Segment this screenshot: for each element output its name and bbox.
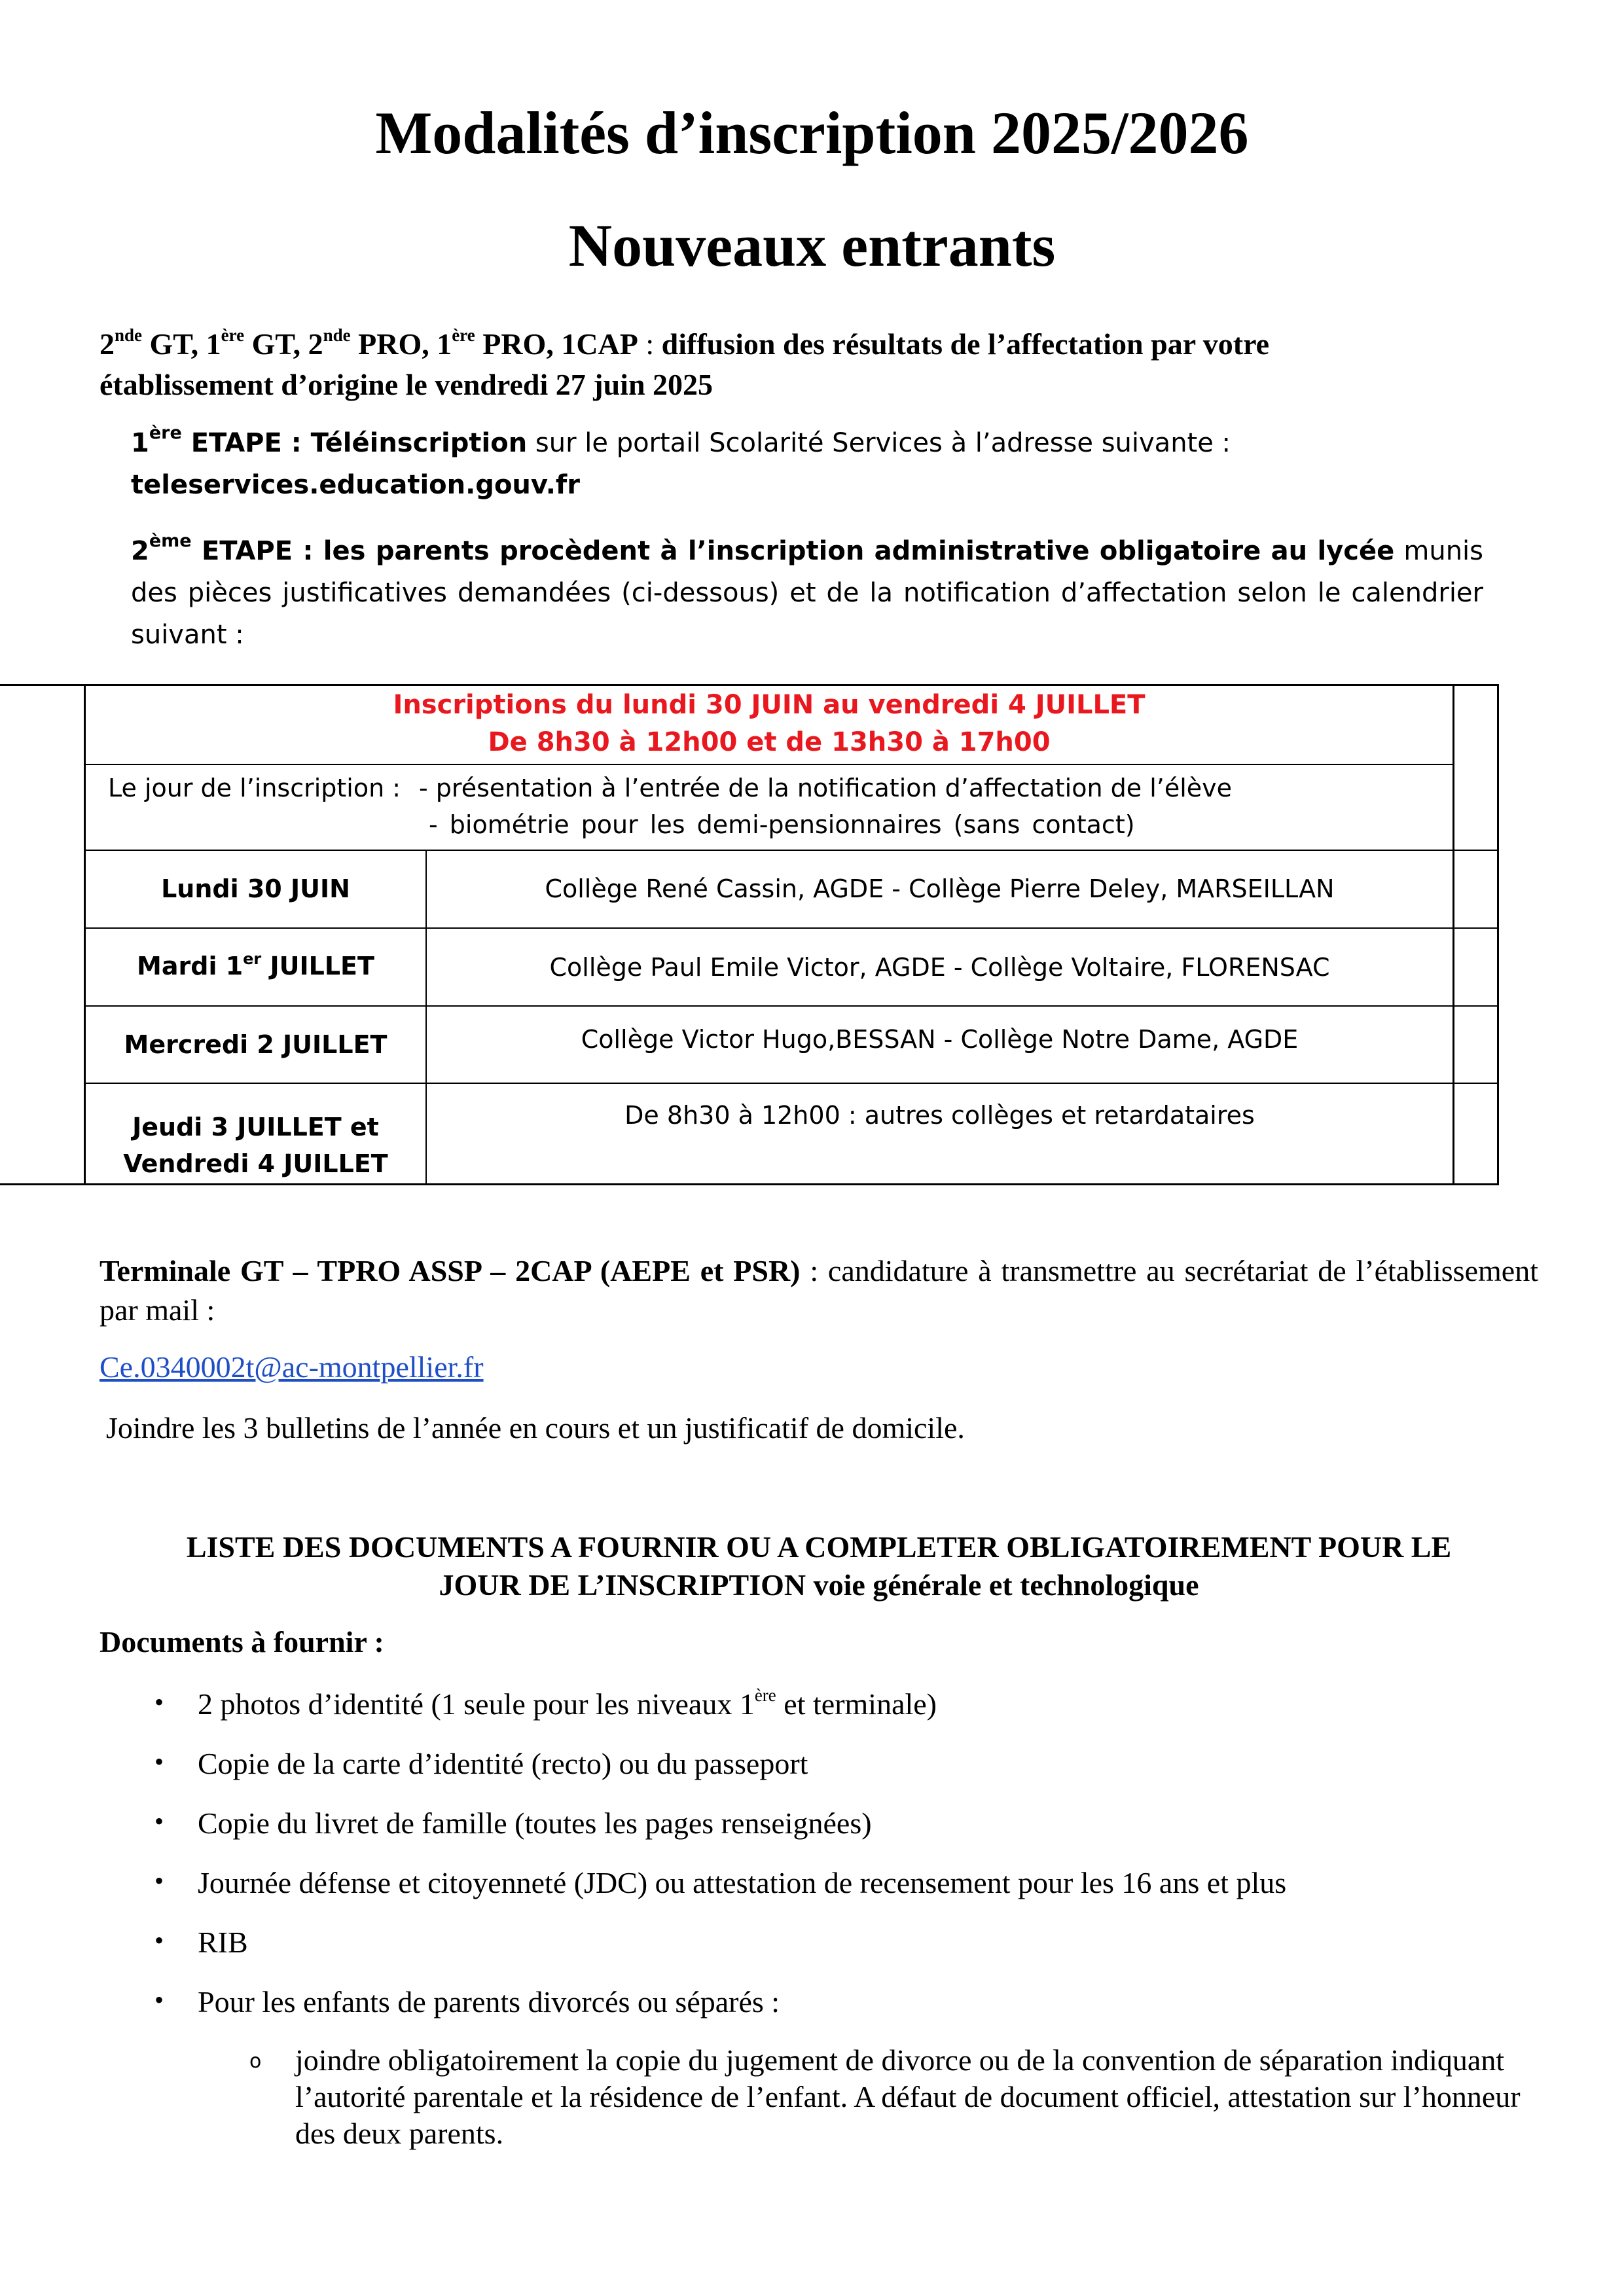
table-header-dates: Inscriptions du lundi 30 JUIN au vendredi 4 JUILLET	[393, 690, 1146, 720]
table-info-2: - biométrie pour les demi-pensionnaires (sans contact)	[429, 810, 1135, 839]
etape-1: 1ère ETAPE : Téléinscription sur le portail Scolarité Services à l’adresse suivante : teleservices.education.gouv.fr	[131, 423, 1231, 500]
table-row-detail: Collège René Cassin, AGDE - Collège Pierre Deley, MARSEILLAN	[545, 874, 1335, 903]
teleservices-url: teleservices.education.gouv.fr	[131, 470, 581, 500]
table-row-day: Mercredi 2 JUILLET	[124, 1030, 388, 1059]
documents-list: • 2 photos d’identité (1 seule pour les niveaux 1ère et terminale) • Copie de la carte d’identité (recto) ou du passeport • Copie du livret de famille (toutes les pages renseignées) • Journée défense et citoyenneté (JDC) ou attestation de recensement pour les 16 ans et plus • RIB • Pour les enfants de parents divorcés ou séparés : o joindre obligatoirement la copie du jugement de divorce ou de la convention de séparation indiquant l’autorité parentale et la résidence de l’enfant. A défaut de document officiel, attestation sur l’honneur des deux parents.	[154, 1685, 1521, 2150]
terminale-paragraph: Terminale GT – TPRO ASSP – 2CAP (AEPE et PSR) : candidature à transmettre au secrétariat de l’établissement par mail :	[99, 1254, 1538, 1327]
page-title: Modalités d’inscription 2025/2026	[375, 99, 1249, 166]
table-row-detail: De 8h30 à 12h00 : autres collèges et retardataires	[624, 1101, 1255, 1130]
join-documents-text: Joindre les 3 bulletins de l’année en cours et un justificatif de domicile.	[106, 1411, 965, 1444]
page-subtitle: Nouveaux entrants	[568, 212, 1056, 279]
etape-2: 2ème ETAPE : les parents procèdent à l’inscription administrative obligatoire au lycée munis des pièces justificatives demandées (ci-dessous) et de la notification d’affectation selon le calendrier suivant :	[131, 531, 1483, 650]
table-row-day: Lundi 30 JUIN	[161, 874, 350, 903]
table-info-label: Le jour de l’inscription :	[108, 774, 401, 802]
documents-title: Documents à fournir :	[99, 1625, 384, 1659]
table-row-detail: Collège Paul Emile Victor, AGDE - Collège Voltaire, FLORENSAC	[549, 953, 1330, 982]
intro-paragraph: 2nde GT, 1ère GT, 2nde PRO, 1ère PRO, 1CAP : diffusion des résultats de l’affectation par votre établissement d’origine le vendredi 27 juin 2025	[99, 325, 1270, 401]
documents-list-heading: LISTE DES DOCUMENTS A FOURNIR OU A COMPLETER OBLIGATOIREMENT POUR LE JOUR DE L’INSCRIPTION voie générale et technologique	[186, 1530, 1452, 1602]
table-row-day: Jeudi 3 JUILLET et	[132, 1113, 379, 1141]
table-row-day: Mardi 1er JUILLET	[137, 950, 374, 980]
table-header-hours: De 8h30 à 12h00 et de 13h30 à 17h00	[488, 727, 1051, 757]
table-row-detail: Collège Victor Hugo,BESSAN - Collège Notre Dame, AGDE	[581, 1025, 1299, 1054]
contact-email-link[interactable]: Ce.0340002t@ac-montpellier.fr	[99, 1350, 484, 1384]
table-row-day: Vendredi 4 JUILLET	[123, 1149, 388, 1178]
table-info-1: - présentation à l’entrée de la notification d’affectation de l’élève	[419, 774, 1233, 802]
